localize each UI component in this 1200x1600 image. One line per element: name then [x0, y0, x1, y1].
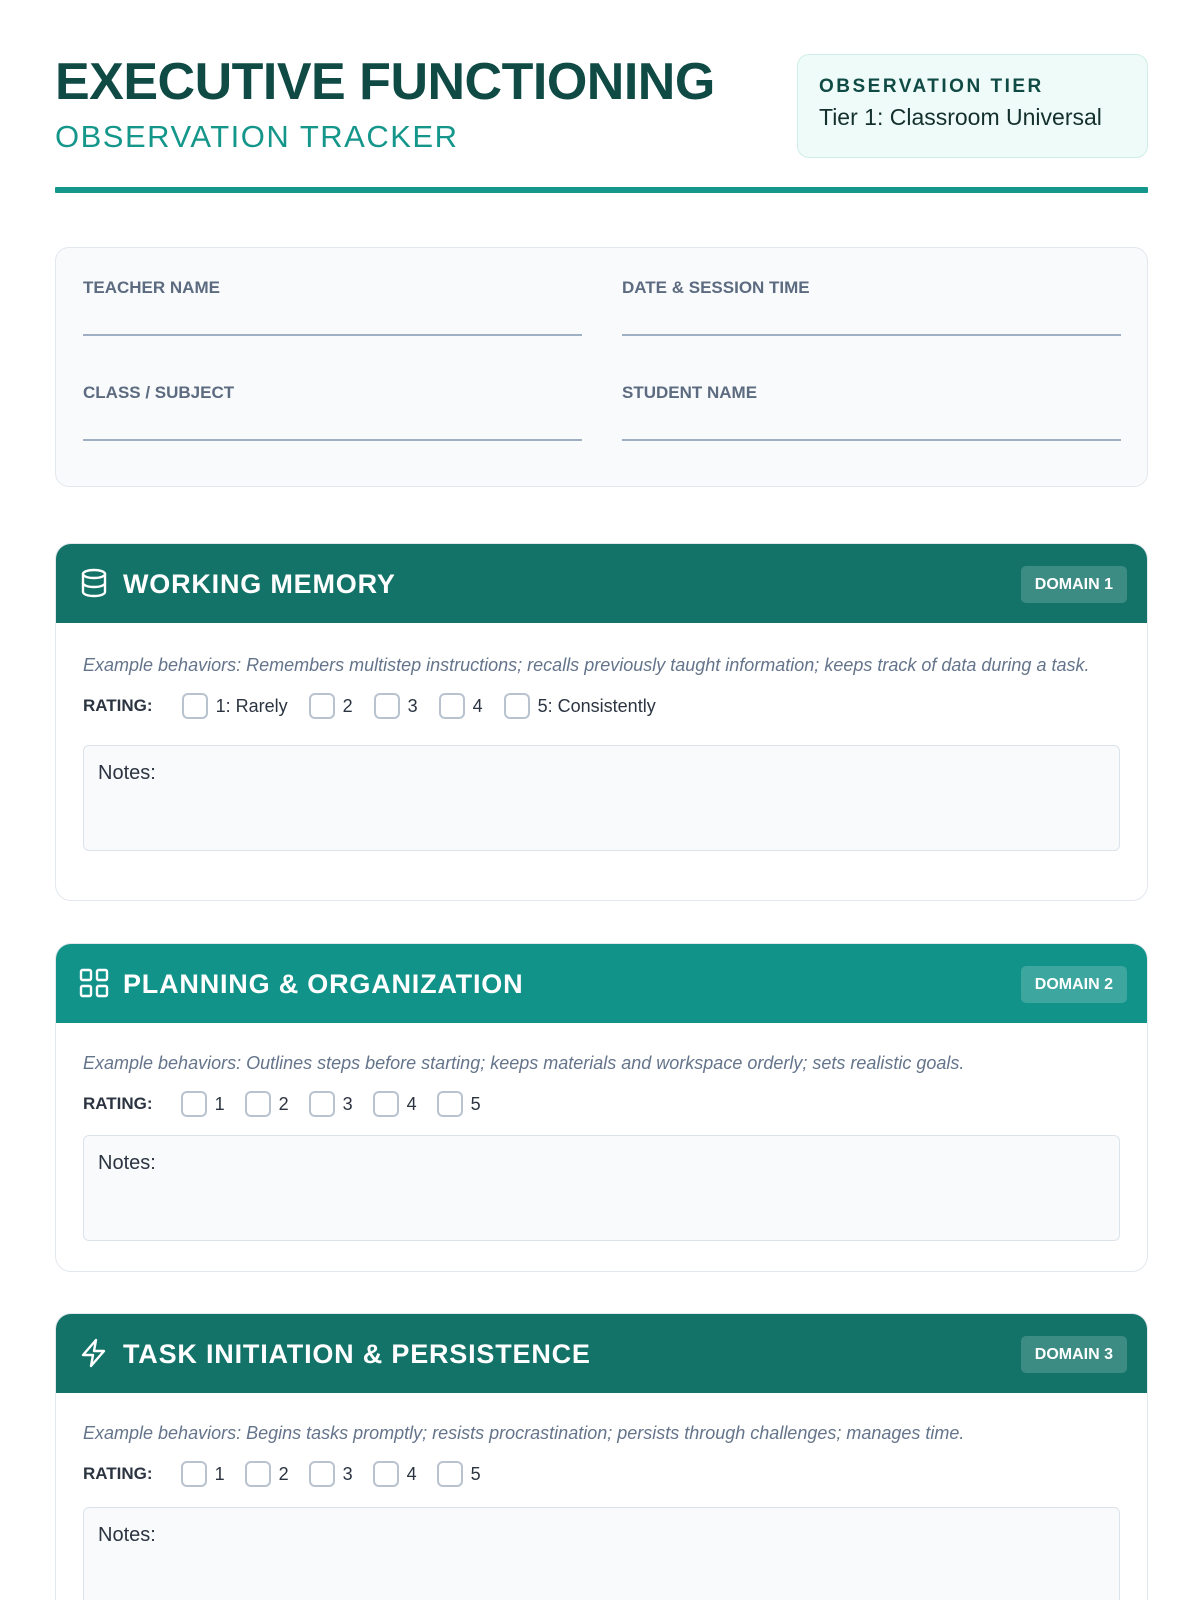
class-subject-line[interactable]	[83, 439, 582, 441]
date-session-field[interactable]	[622, 278, 1121, 336]
domain-title: WORKING MEMORY	[123, 569, 396, 599]
rating-option-label: 3	[407, 696, 418, 716]
class-subject-label: CLASS / SUBJECT	[83, 383, 235, 402]
notes-field[interactable]	[83, 1507, 1120, 1600]
date-session-label: DATE & SESSION TIME	[622, 278, 810, 297]
rating-option-5[interactable]	[437, 1091, 481, 1117]
tier-value: Tier 1: Classroom Universal	[819, 103, 1102, 130]
rating-option-label: 1	[214, 1464, 225, 1484]
domain-body	[56, 1049, 1147, 1241]
student-name-label: STUDENT NAME	[622, 383, 758, 402]
domain-header	[56, 1314, 1147, 1393]
rating-option-label: 3	[342, 1464, 353, 1484]
rating-option-4[interactable]	[373, 1461, 417, 1487]
domain-card-working-memory	[55, 543, 1148, 901]
database-icon	[78, 567, 110, 599]
notes-field[interactable]	[83, 1135, 1120, 1241]
rating-option-label: 2	[278, 1094, 289, 1114]
rating-label: RATING:	[83, 1464, 153, 1483]
rating-checkbox[interactable]	[437, 1461, 463, 1487]
class-subject-field[interactable]	[83, 383, 582, 441]
notes-field[interactable]	[83, 745, 1120, 851]
notes-label: Notes:	[98, 1524, 156, 1546]
rating-option-3[interactable]	[309, 1461, 353, 1487]
grid-icon	[78, 967, 110, 999]
student-name-line[interactable]	[622, 439, 1121, 441]
rating-option-4[interactable]	[373, 1091, 417, 1117]
rating-checkbox[interactable]	[439, 693, 465, 719]
rating-option-label: 5	[470, 1464, 481, 1484]
domain-header	[56, 544, 1147, 623]
rating-option-label: 1: Rarely	[215, 696, 288, 716]
header-divider	[55, 187, 1148, 193]
domain-body	[56, 1419, 1147, 1600]
page-title: EXECUTIVE FUNCTIONING	[55, 53, 715, 111]
notes-label: Notes:	[98, 762, 156, 784]
notes-label: Notes:	[98, 1152, 156, 1174]
rating-checkbox[interactable]	[374, 693, 400, 719]
rating-checkbox[interactable]	[309, 693, 335, 719]
rating-option-label: 2	[278, 1464, 289, 1484]
rating-option-label: 4	[406, 1094, 417, 1114]
observation-tier-box	[797, 54, 1148, 158]
rating-option-1[interactable]	[181, 1461, 225, 1487]
rating-checkbox[interactable]	[504, 693, 530, 719]
example-behaviors: Example behaviors: Outlines steps before starting; keeps materials and workspace orderly; sets realistic goals.	[83, 1053, 965, 1073]
rating-checkbox[interactable]	[182, 693, 208, 719]
rating-option-label: 1	[214, 1094, 225, 1114]
example-behaviors: Example behaviors: Remembers multistep instructions; recalls previously taught information; keeps track of data during a task.	[83, 655, 1090, 675]
rating-option-2[interactable]	[309, 693, 353, 719]
teacher-name-line[interactable]	[83, 334, 582, 336]
rating-option-label: 4	[472, 696, 483, 716]
rating-option-5[interactable]	[504, 693, 656, 719]
rating-checkbox[interactable]	[309, 1461, 335, 1487]
rating-option-2[interactable]	[245, 1091, 289, 1117]
rating-checkbox[interactable]	[245, 1091, 271, 1117]
rating-option-5[interactable]	[437, 1461, 481, 1487]
rating-option-label: 5	[470, 1094, 481, 1114]
rating-row	[83, 1090, 1120, 1118]
rating-option-1[interactable]	[181, 1091, 225, 1117]
rating-label: RATING:	[83, 1094, 153, 1113]
domain-card-planning-organization	[55, 943, 1148, 1272]
lightning-icon	[78, 1337, 110, 1369]
observation-form	[55, 0, 1148, 1546]
date-session-line[interactable]	[622, 334, 1121, 336]
tier-label: OBSERVATION TIER	[819, 76, 1044, 97]
domain-title: PLANNING & ORGANIZATION	[123, 969, 524, 999]
example-behaviors: Example behaviors: Begins tasks promptly; resists procrastination; persists through challenges; manages time.	[83, 1423, 965, 1443]
domain-badge: DOMAIN 2	[1021, 966, 1127, 1003]
domain-body	[56, 651, 1147, 851]
rating-option-label: 2	[342, 696, 353, 716]
rating-checkbox[interactable]	[181, 1091, 207, 1117]
page-subtitle: OBSERVATION TRACKER	[55, 119, 459, 154]
rating-checkbox[interactable]	[181, 1461, 207, 1487]
rating-checkbox[interactable]	[245, 1461, 271, 1487]
domain-header	[56, 944, 1147, 1023]
rating-checkbox[interactable]	[309, 1091, 335, 1117]
domain-title: TASK INITIATION & PERSISTENCE	[123, 1339, 591, 1369]
rating-option-4[interactable]	[439, 693, 483, 719]
rating-option-3[interactable]	[309, 1091, 353, 1117]
session-info-card	[55, 247, 1148, 487]
teacher-name-label: TEACHER NAME	[83, 278, 220, 297]
rating-option-label: 5: Consistently	[537, 696, 656, 716]
rating-option-2[interactable]	[245, 1461, 289, 1487]
teacher-name-field[interactable]	[83, 278, 582, 336]
rating-row	[83, 1460, 1120, 1488]
rating-checkbox[interactable]	[437, 1091, 463, 1117]
rating-option-1[interactable]	[182, 693, 288, 719]
rating-option-label: 3	[342, 1094, 353, 1114]
rating-label: RATING:	[83, 696, 153, 715]
page-header	[55, 0, 1148, 195]
rating-checkbox[interactable]	[373, 1091, 399, 1117]
rating-option-3[interactable]	[374, 693, 418, 719]
rating-checkbox[interactable]	[373, 1461, 399, 1487]
domain-card-task-initiation	[55, 1313, 1148, 1600]
rating-row	[83, 692, 1120, 720]
domain-badge: DOMAIN 1	[1021, 566, 1127, 603]
rating-option-label: 4	[406, 1464, 417, 1484]
student-name-field[interactable]	[622, 383, 1121, 441]
domain-badge: DOMAIN 3	[1021, 1336, 1127, 1373]
